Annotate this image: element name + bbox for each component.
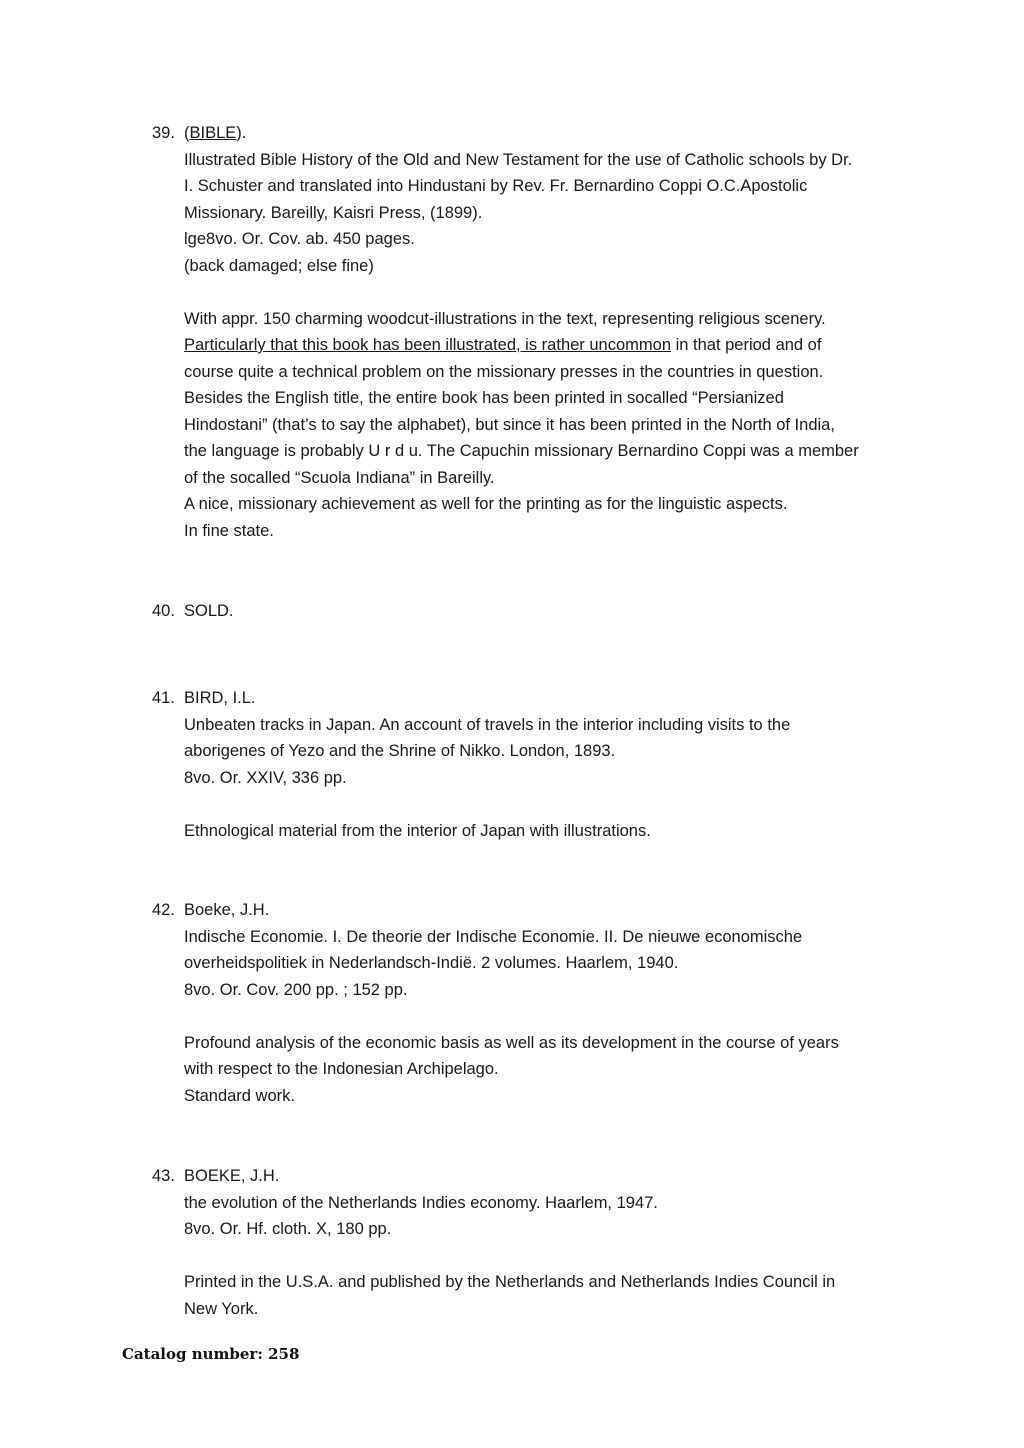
entry-description-line: Hindostani” (that’s to say the alphabet), but since it has been printed in the North of India, — [184, 415, 835, 434]
entry-number: 42. — [152, 901, 175, 919]
heading-underlined: BIBLE — [189, 124, 237, 142]
entry-format: 8vo. Or. XXIV, 336 pp. — [184, 768, 347, 787]
description-underlined: Particularly that this book has been illustrated, is rather uncommon — [184, 336, 671, 354]
entry-format: 8vo. Or. Hf. cloth. X, 180 pp. — [184, 1220, 392, 1238]
entry-heading: BOEKE, J.H. — [184, 1167, 280, 1185]
entry-heading: SOLD. — [184, 602, 234, 620]
entry-heading: BIRD, I.L. — [184, 689, 256, 707]
entry-condition: (back damaged; else fine) — [184, 256, 374, 275]
catalog-entry-40 — [152, 598, 902, 625]
entry-description-line: In fine state. — [184, 521, 274, 540]
entry-description-line: A nice, missionary achievement as well for the printing as for the linguistic aspects. — [184, 495, 788, 513]
catalog-number-footer: Catalog number: 258 — [122, 1345, 300, 1363]
catalog-entry-39 — [152, 120, 902, 544]
entry-format: lge8vo. Or. Cov. ab. 450 pages. — [184, 230, 415, 248]
entry-title-line: Unbeaten tracks in Japan. An account of travels in the interior including visits to the — [184, 715, 791, 734]
entry-title-line: Missionary. Bareilly, Kaisri Press, (1899). — [184, 203, 483, 222]
entry-heading: (BIBLE). — [184, 124, 247, 142]
entry-description-line: with respect to the Indonesian Archipelago. — [184, 1060, 499, 1078]
entry-description-line: Printed in the U.S.A. and published by the Netherlands and Netherlands Indies Council in — [184, 1273, 836, 1291]
entry-description-line: With appr. 150 charming woodcut-illustrations in the text, representing religious scenery. — [184, 309, 826, 328]
entry-description-line: of the socalled “Scuola Indiana” in Bareilly. — [184, 468, 495, 487]
catalog-entry-42 — [152, 897, 902, 1109]
entry-heading: Boeke, J.H. — [184, 901, 270, 919]
entry-number: 41. — [152, 689, 175, 707]
catalog-entry-43 — [152, 1163, 902, 1322]
entry-title-line: the evolution of the Netherlands Indies economy. Haarlem, 1947. — [184, 1193, 658, 1212]
entry-description-line: course quite a technical problem on the missionary presses in the countries in question. — [184, 362, 824, 381]
catalog-entry-41 — [152, 685, 902, 844]
entry-number: 43. — [152, 1167, 175, 1185]
entry-description-line: New York. — [184, 1299, 259, 1318]
entry-title-line: aborigenes of Yezo and the Shrine of Nikko. London, 1893. — [184, 742, 616, 760]
entry-format: 8vo. Or. Cov. 200 pp. ; 152 pp. — [184, 980, 408, 999]
entry-description-line: Ethnological material from the interior of Japan with illustrations. — [184, 821, 651, 840]
entry-title-line: Indische Economie. I. De theorie der Indische Economie. II. De nieuwe economische — [184, 927, 803, 946]
entry-description-line: the language is probably U r d u. The Capuchin missionary Bernardino Coppi was a member — [184, 442, 859, 460]
entry-description-line: Standard work. — [184, 1086, 295, 1105]
entry-number: 39. — [152, 124, 175, 142]
entry-number: 40. — [152, 602, 175, 620]
entry-title-line: I. Schuster and translated into Hindustani by Rev. Fr. Bernardino Coppi O.C.Apostolic — [184, 177, 808, 195]
entry-title-line: Illustrated Bible History of the Old and New Testament for the use of Catholic schools by Dr. — [184, 150, 853, 169]
entry-description-line: Besides the English title, the entire book has been printed in socalled “Persianized — [184, 389, 784, 407]
entry-title-line: overheidspolitiek in Nederlandsch-Indië. 2 volumes. Haarlem, 1940. — [184, 954, 679, 972]
entry-description-line: Profound analysis of the economic basis as well as its development in the course of years — [184, 1033, 839, 1052]
entry-description-line: Particularly that this book has been illustrated, is rather uncommon in that period and of — [184, 336, 822, 354]
